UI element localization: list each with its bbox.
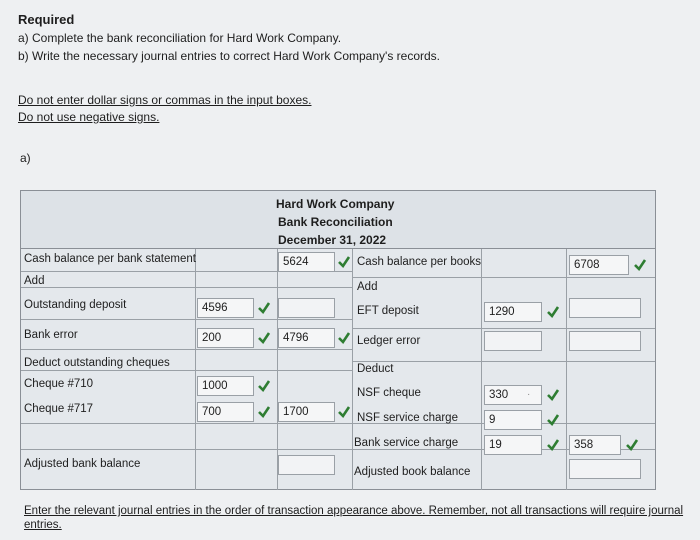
section-a-label: a) xyxy=(20,151,31,165)
deduct-cheques-label: Deduct outstanding cheques xyxy=(24,357,170,369)
bank-error-input[interactable]: 200 xyxy=(197,328,254,348)
check-icon xyxy=(257,301,271,315)
eft-deposit-input[interactable]: 1290 xyxy=(484,302,542,322)
check-icon xyxy=(633,258,647,272)
bank-add-total-input[interactable]: 4796 xyxy=(278,328,335,348)
check-icon xyxy=(546,413,560,427)
nsf-service-charge-label: NSF service charge xyxy=(357,412,458,424)
adjusted-bank-label: Adjusted bank balance xyxy=(24,458,141,470)
ledger-error-label: Ledger error xyxy=(357,335,421,347)
cheque-717-label: Cheque #717 xyxy=(24,403,94,415)
bank-reconciliation-table: Hard Work Company Bank Reconciliation December 31, 2022 Cash balance per bank statement Add Outstanding deposit Bank error Deduct outstanding cheques Cheque #710 Cheque #717 Adjusted bank balance 5624 4596 200 4796 1000 700 1700 Cash balance per books Add EFT deposit Ledger error Deduct NSF cheque NSF service charge Bank service charge Adjusted book balance 6708 1290 330 · 9 19 358 xyxy=(20,190,656,490)
bank-error-label: Bank error xyxy=(24,329,78,341)
cash-balance-bank-input[interactable]: 5624 xyxy=(278,252,335,272)
check-icon xyxy=(337,255,351,269)
check-icon xyxy=(257,405,271,419)
check-icon xyxy=(546,388,560,402)
journal-entries-note: Enter the relevant journal entries in the order of transaction appearance above. Remember, not all transactions will require journal entries. xyxy=(24,505,684,531)
adjusted-book-input[interactable] xyxy=(569,459,641,479)
bank-add-label: Add xyxy=(24,275,45,287)
nsf-cheque-input[interactable]: 330 xyxy=(484,385,542,405)
ledger-error-input[interactable] xyxy=(484,331,542,351)
check-icon xyxy=(257,379,271,393)
required-heading: Required xyxy=(18,12,75,27)
check-icon xyxy=(337,405,351,419)
bank-deduct-total-input[interactable]: 1700 xyxy=(278,402,335,422)
cheque-710-input[interactable]: 1000 xyxy=(197,376,254,396)
cash-balance-books-input[interactable]: 6708 xyxy=(569,255,629,275)
book-deduct-label: Deduct xyxy=(357,363,394,375)
check-icon xyxy=(337,331,351,345)
company-name: Hard Work Company xyxy=(276,197,395,211)
book-add-subtotal-input[interactable] xyxy=(569,298,641,318)
cheque-717-input[interactable]: 700 xyxy=(197,402,254,422)
adjusted-book-label: Adjusted book balance xyxy=(354,466,471,478)
cash-balance-bank-label: Cash balance per bank statement xyxy=(24,253,196,265)
check-icon xyxy=(625,438,639,452)
book-add-total-input[interactable] xyxy=(569,331,641,351)
book-deduct-total-input[interactable]: 358 xyxy=(569,435,621,455)
report-date: December 31, 2022 xyxy=(278,233,387,247)
part-b-instruction: b) Write the necessary journal entries to correct Hard Work Company's records. xyxy=(18,49,441,63)
bank-service-charge-label: Bank service charge xyxy=(354,437,459,449)
no-dollar-note: Do not enter dollar signs or commas in the input boxes. xyxy=(18,93,312,107)
table-header xyxy=(21,191,655,249)
bank-service-charge-input[interactable]: 19 xyxy=(484,435,542,455)
cheque-710-label: Cheque #710 xyxy=(24,378,94,390)
report-title: Bank Reconciliation xyxy=(278,215,393,229)
outstanding-deposit-input[interactable]: 4596 xyxy=(197,298,254,318)
add-subtotal-input[interactable] xyxy=(278,298,335,318)
cash-balance-books-label: Cash balance per books xyxy=(357,256,482,268)
outstanding-deposit-label: Outstanding deposit xyxy=(24,299,127,311)
check-icon xyxy=(546,305,560,319)
nsf-service-charge-input[interactable]: 9 xyxy=(484,410,542,430)
check-icon xyxy=(257,331,271,345)
no-negative-note: Do not use negative signs. xyxy=(18,110,160,124)
book-add-label: Add xyxy=(357,281,378,293)
adjusted-bank-input[interactable] xyxy=(278,455,335,475)
nsf-cheque-label: NSF cheque xyxy=(357,387,421,399)
eft-deposit-label: EFT deposit xyxy=(357,305,419,317)
check-icon xyxy=(546,438,560,452)
part-a-instruction: a) Complete the bank reconciliation for Hard Work Company. xyxy=(18,31,342,45)
